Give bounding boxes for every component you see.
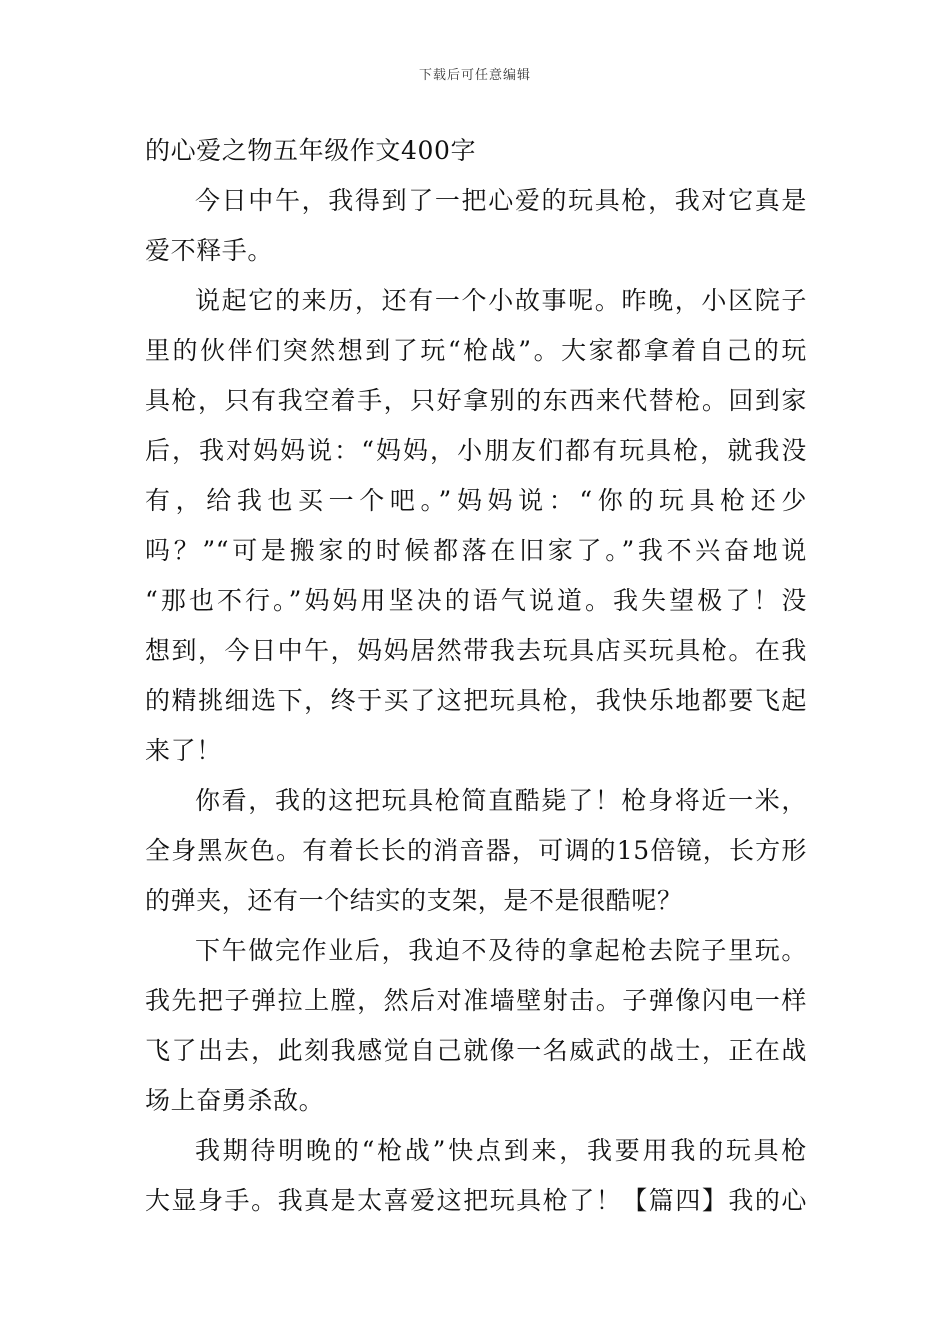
paragraph-line: 有，给我也买一个吧。”妈妈说：“你的玩具枪还少 xyxy=(145,486,807,515)
paragraph-line: 今日中午，我得到了一把心爱的玩具枪，我对它真是 xyxy=(195,186,807,215)
paragraph-line: 后，我对妈妈说：“妈妈，小朋友们都有玩具枪，就我没 xyxy=(145,436,807,465)
page-header: 下载后可任意编辑 xyxy=(418,68,531,83)
paragraph-line: 飞了出去，此刻我感觉自己就像一名威武的战士，正在战 xyxy=(145,1036,807,1065)
paragraph-line: 下午做完作业后，我迫不及待的拿起枪去院子里玩。 xyxy=(195,936,807,965)
paragraph-line: 场上奋勇杀敌。 xyxy=(145,1086,325,1115)
paragraph-line: 说起它的来历，还有一个小故事呢。昨晚，小区院子 xyxy=(195,286,807,315)
paragraph-line: 的精挑细选下，终于买了这把玩具枪，我快乐地都要飞起 xyxy=(145,686,807,715)
paragraph-line: “那也不行。”妈妈用坚决的语气说道。我失望极了！没 xyxy=(145,586,807,615)
paragraph-line: 吗？”“可是搬家的时候都落在旧家了。”我不兴奋地说 xyxy=(145,536,807,565)
paragraph-line: 我先把子弹拉上膛，然后对准墙壁射击。子弹像闪电一样 xyxy=(145,986,807,1015)
document-body xyxy=(145,126,807,1226)
paragraph-line: 我期待明晚的“枪战”快点到来，我要用我的玩具枪 xyxy=(195,1136,807,1165)
paragraph-line: 爱不释手。 xyxy=(145,236,274,265)
paragraph-line: 全身黑灰色。有着长长的消音器，可调的15倍镜，长方形 xyxy=(145,836,807,865)
paragraph-line: 想到，今日中午，妈妈居然带我去玩具店买玩具枪。在我 xyxy=(145,636,807,665)
paragraph-line: 的弹夹，还有一个结实的支架，是不是很酷呢？ xyxy=(145,886,683,915)
paragraph-line: 来了！ xyxy=(145,736,222,765)
paragraph-line: 里的伙伴们突然想到了玩“枪战”。大家都拿着自己的玩 xyxy=(145,336,807,365)
paragraph-line: 具枪，只有我空着手，只好拿别的东西来代替枪。回到家 xyxy=(145,386,807,415)
paragraph-line: 大显身手。我真是太喜爱这把玩具枪了！【篇四】我的心 xyxy=(145,1186,807,1215)
title-line: 的心爱之物五年级作文400字 xyxy=(145,136,477,165)
paragraph-line: 你看，我的这把玩具枪简直酷毙了！枪身将近一米， xyxy=(195,786,807,815)
